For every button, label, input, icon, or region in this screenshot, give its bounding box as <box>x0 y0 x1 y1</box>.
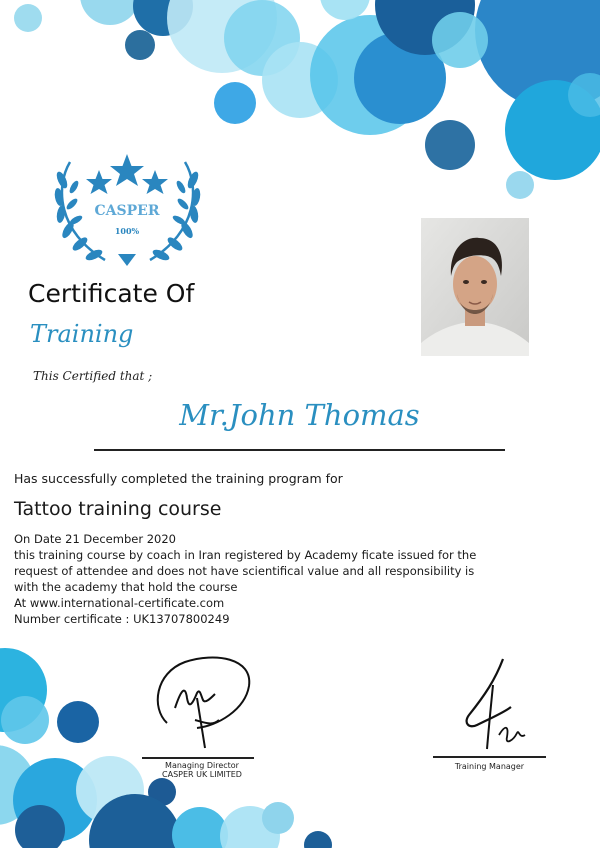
course-name: Tattoo training course <box>14 498 222 520</box>
certificate-details <box>14 531 484 627</box>
training-manager-signature <box>455 655 530 755</box>
casper-logo <box>50 142 205 270</box>
logo-text: CASPER <box>94 203 160 219</box>
detail-line: this training course by coach in Iran registered by Academy ficate issued for the <box>14 548 477 562</box>
managing-director-signature <box>145 648 260 753</box>
portrait-photo <box>421 218 529 356</box>
detail-line: request of attendee and does not have scientifical value and all responsibility is <box>14 564 475 578</box>
training-manager-label: Training Manager <box>454 762 525 771</box>
certificate-title: Certificate Of <box>28 279 195 308</box>
signature-line-right <box>433 756 546 758</box>
signature-caption-left <box>142 761 262 779</box>
logo-badge: 100% <box>114 226 140 236</box>
recipient-name: Mr.John Thomas <box>179 398 420 432</box>
certificate-subtitle: Training <box>30 320 134 348</box>
managing-director-label: Managing Director <box>165 761 239 770</box>
detail-date: On Date 21 December 2020 <box>14 532 176 546</box>
detail-line: with the academy that hold the course <box>14 580 238 594</box>
completed-line: Has successfully completed the training program for <box>14 471 343 486</box>
name-underline <box>94 449 505 451</box>
certified-line: This Certified that ; <box>33 369 153 383</box>
detail-number: Number certificate : UK13707800249 <box>14 612 230 626</box>
signature-line-left <box>142 757 254 759</box>
detail-website: At www.international-certificate.com <box>14 596 225 610</box>
star-icon <box>86 154 168 194</box>
company-label: CASPER UK LIMITED <box>162 770 242 779</box>
